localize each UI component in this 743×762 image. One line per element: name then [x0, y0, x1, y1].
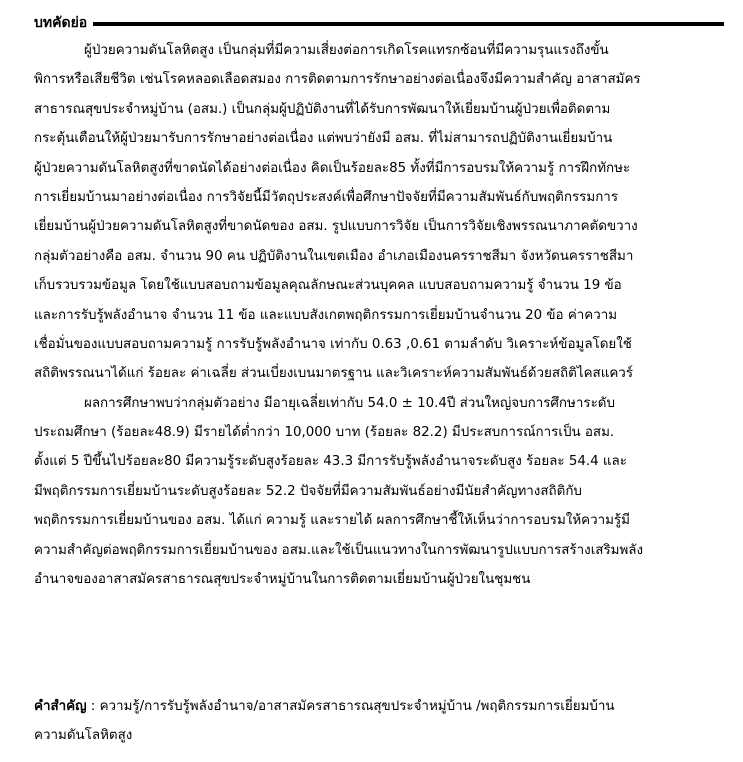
keywords-label: คำสำคัญ	[34, 699, 87, 714]
keywords-line-2: ความดันโลหิตสูง	[34, 728, 133, 744]
paragraph-1-line: สาธารณสุขประจำหมู่บ้าน (อสม.) เป็นกลุ่มผู้ปฏิบัติงานที่ได้รับการพัฒนาให้เยี่ยมบ้านผู้ป่วยเพื่อติดตาม	[34, 101, 611, 117]
keywords-text: ความรู้/การรับรู้พลังอำนาจ/อาสาสมัครสาธารณสุขประจำหมู่บ้าน /พฤติกรรมการเยี่ยมบ้าน	[99, 699, 615, 714]
paragraph-1-line: สถิติพรรณนาได้แก่ ร้อยละ ค่าเฉลี่ย ส่วนเบี่ยงเบนมาตรฐาน และวิเคราะห์ความสัมพันธ์ด้วยสถิติไคสแควร์	[34, 366, 634, 382]
heading-rule	[93, 22, 724, 26]
paragraph-1-line: ผู้ป่วยความดันโลหิตสูง เป็นกลุ่มที่มีความเสี่ยงต่อการเกิดโรคแทรกซ้อนที่มีความรุนแรงถึงขั้น	[84, 43, 609, 58]
keywords-separator: :	[86, 699, 100, 714]
paragraph-2-line: ความสำคัญต่อพฤติกรรมการเยี่ยมบ้านของ อสม.และใช้เป็นแนวทางในการพัฒนารูปแบบการสร้างเสริมพลัง	[34, 542, 644, 558]
paragraph-2-line: พฤติกรรมการเยี่ยมบ้านของ อสม. ได้แก่ ความรู้ และรายได้ ผลการศึกษาชี้ให้เห็นว่าการอบรมให้ความรู้มี	[34, 513, 631, 529]
paragraph-1-line: การเยี่ยมบ้านมาอย่างต่อเนื่อง การวิจัยนี้มีวัตถุประสงค์เพื่อศึกษาปัจจัยที่มีความสัมพันธ์กับพฤติกรรมการ	[34, 189, 619, 205]
paragraph-1-line: เยี่ยมบ้านผู้ป่วยความดันโลหิตสูงที่ขาดนัดของ อสม. รูปแบบการวิจัย เป็นการวิจัยเชิงพรรณนาภาคตัดขวาง	[34, 219, 638, 235]
abstract-heading-row	[34, 12, 724, 34]
paragraph-2-line: ตั้งแต่ 5 ปีขึ้นไปร้อยละ80 มีความรู้ระดับสูงร้อยละ 43.3 มีการรับรู้พลังอำนาจระดับสูง ร้อยละ 54.4 และ	[34, 454, 627, 470]
paragraph-1-line: กลุ่มตัวอย่างคือ อสม. จำนวน 90 คน ปฏิบัติงานในเขตเมือง อำเภอเมืองนครราชสีมา จังหวัดนครราชสีมา	[34, 248, 634, 264]
paragraph-2-line: ประถมศึกษา (ร้อยละ48.9) มีรายได้ต่ำกว่า 10,000 บาท (ร้อยละ 82.2) มีประสบการณ์การเป็น อสม.	[34, 425, 615, 441]
paragraph-1-line: ผู้ป่วยความดันโลหิตสูงที่ขาดนัดได้อย่างต่อเนื่อง คิดเป็นร้อยละ85 ทั้งที่มีการอบรมให้ความรู้ การฝึกทักษะ	[34, 160, 631, 176]
paragraph-1-line: เก็บรวบรวมข้อมูล โดยใช้แบบสอบถามข้อมูลคุณลักษณะส่วนบุคคล แบบสอบถามความรู้ จำนวน 19 ข้อ	[34, 278, 622, 294]
keywords-line-1	[34, 692, 724, 721]
paragraph-1-line: พิการหรือเสียชีวิต เช่นโรคหลอดเลือดสมอง การติดตามการรักษาอย่างต่อเนื่องจึงมีความสำคัญ อาสาสมัคร	[34, 72, 641, 88]
paragraph-1-line: และการรับรู้พลังอำนาจ จำนวน 11 ข้อ และแบบสังเกตพฤติกรรมการเยี่ยมบ้านจำนวน 20 ข้อ ค่าความ	[34, 307, 618, 323]
paragraph-2-line: มีพฤติกรรมการเยี่ยมบ้านระดับสูงร้อยละ 52.2 ปัจจัยที่มีความสัมพันธ์อย่างมีนัยสำคัญทางสถิติกับ	[34, 483, 582, 499]
abstract-body	[34, 36, 724, 594]
paragraph-1-line: เชื่อมั่นของแบบสอบถามความรู้ การรับรู้พลังอำนาจ เท่ากับ 0.63 ,0.61 ตามลำดับ วิเคราะห์ข้อมูลโดยใช้	[34, 336, 632, 352]
keywords-section	[34, 692, 724, 751]
paragraph-1-line: กระตุ้นเตือนให้ผู้ป่วยมารับการรักษาอย่างต่อเนื่อง แต่พบว่ายังมี อสม. ที่ไม่สามารถปฏิบัติงานเยี่ยมบ้าน	[34, 131, 613, 147]
paragraph-2-line: อำนาจของอาสาสมัครสาธารณสุขประจำหมู่บ้านในการติดตามเยี่ยมบ้านผู้ป่วยในชุมชน	[34, 572, 531, 588]
paragraph-2-line: ผลการศึกษาพบว่ากลุ่มตัวอย่าง มีอายุเฉลี่ยเท่ากับ 54.0 ± 10.4ปี ส่วนใหญ่จบการศึกษาระดับ	[84, 395, 615, 411]
abstract-heading: บทคัดย่อ	[34, 15, 88, 31]
